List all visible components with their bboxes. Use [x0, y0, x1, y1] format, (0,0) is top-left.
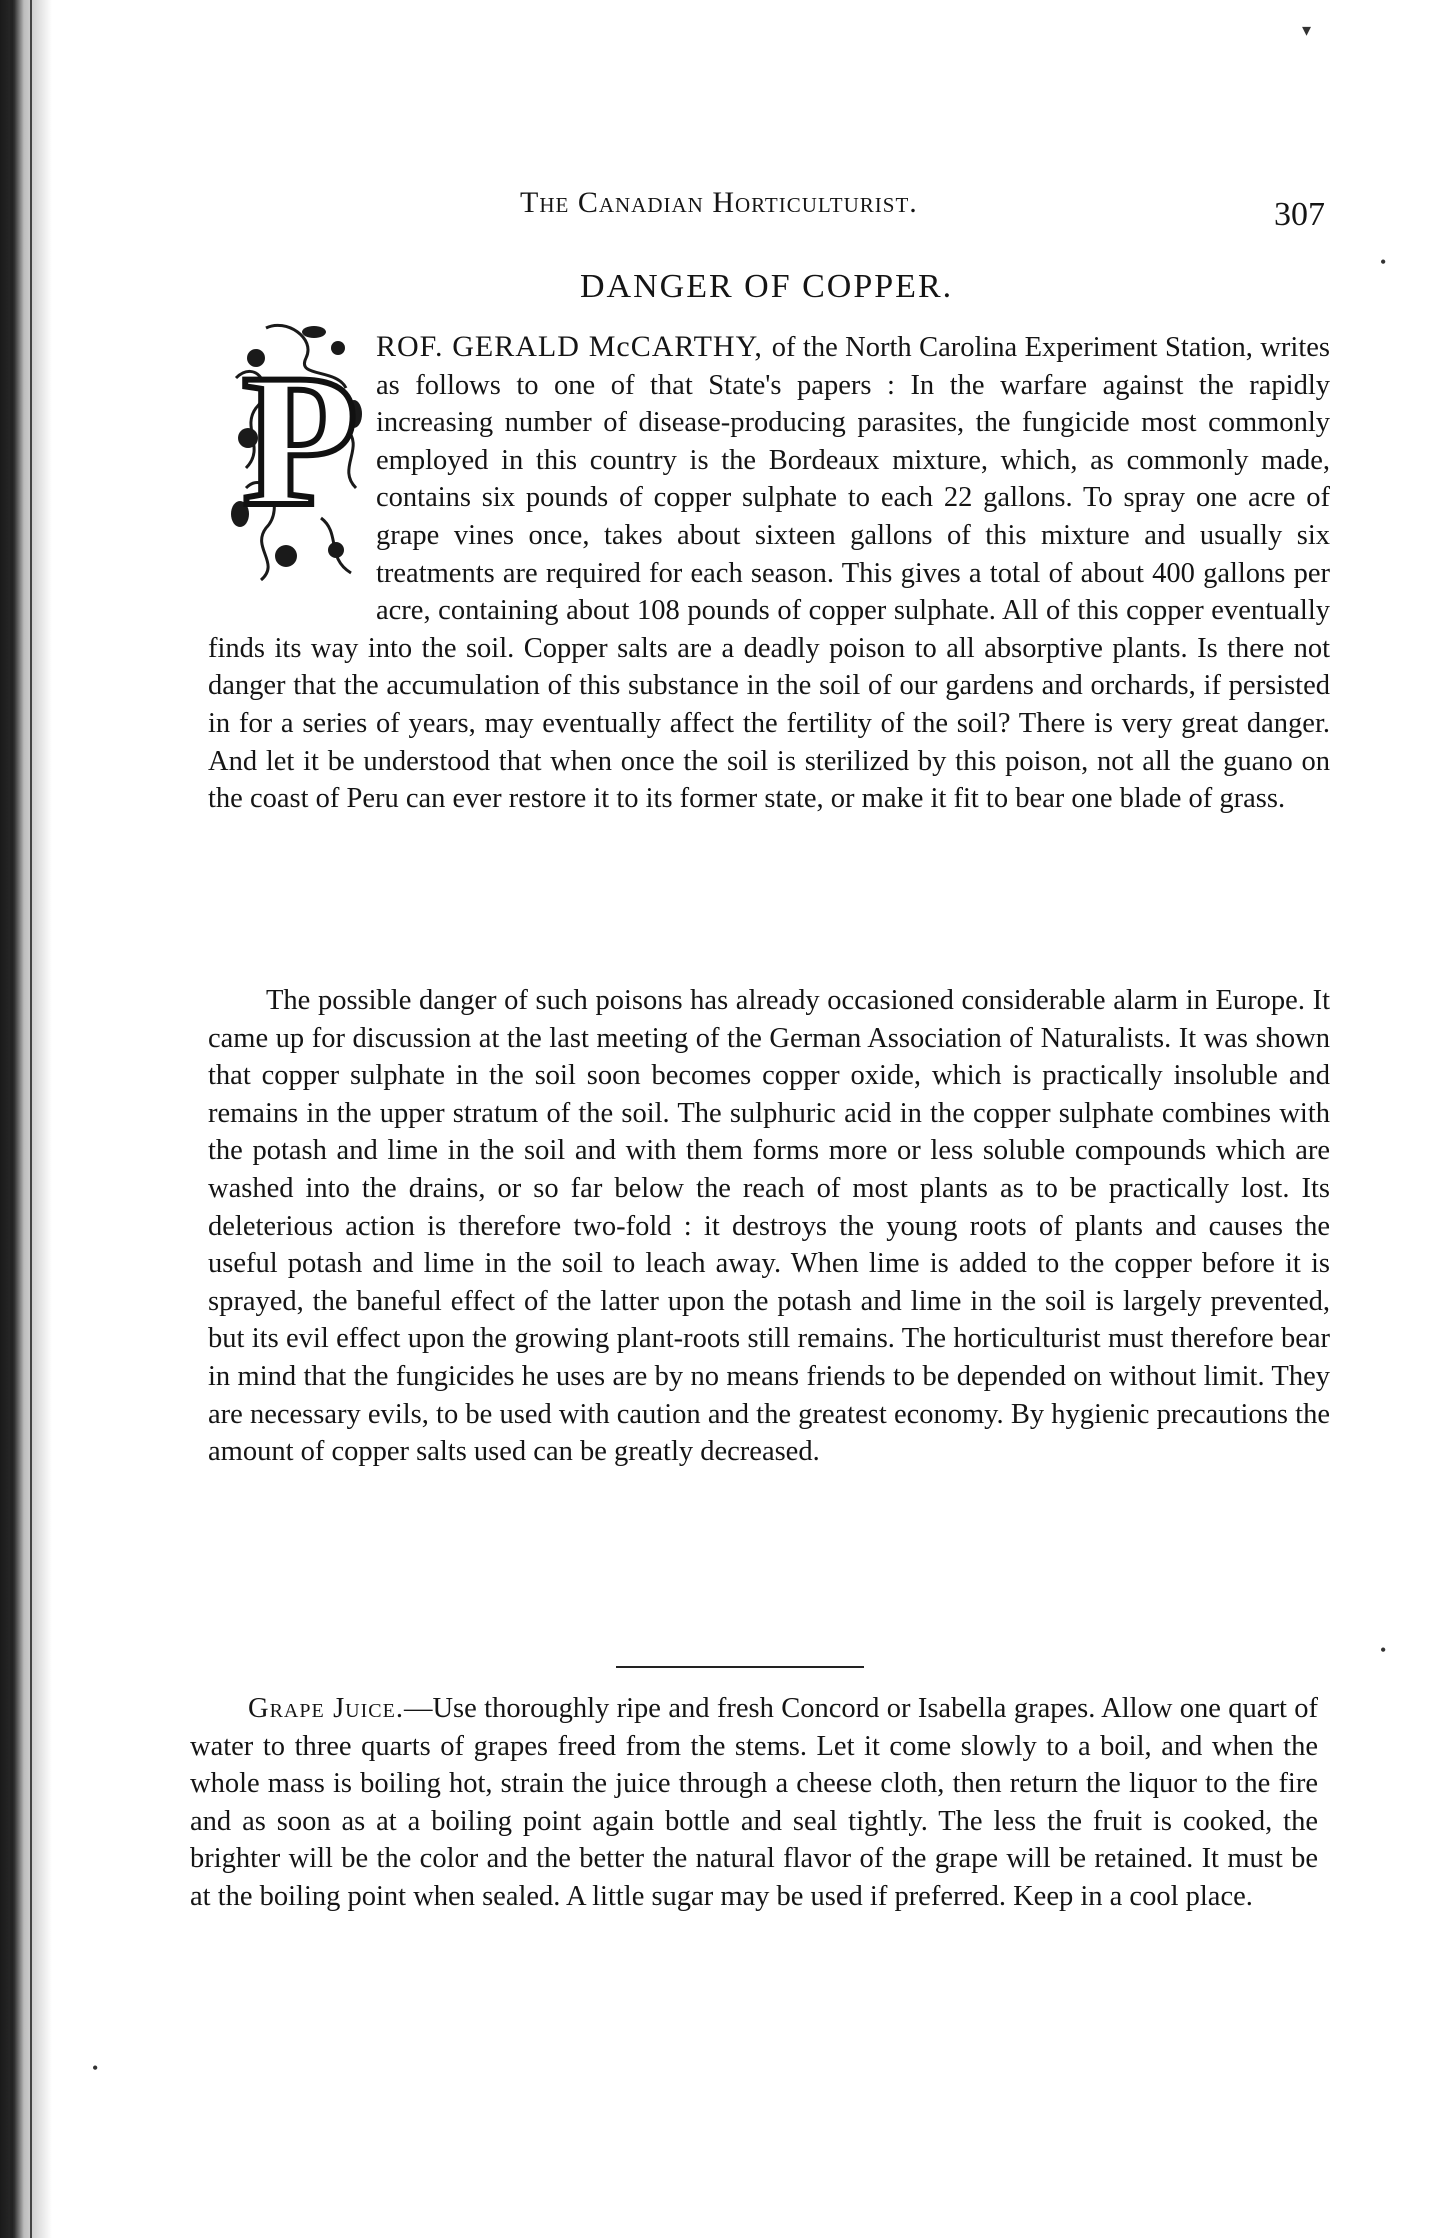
scan-speck: • [92, 2058, 99, 2078]
scan-speck: • [1380, 252, 1387, 272]
article-title: DANGER OF COPPER. [580, 268, 954, 305]
book-binding-edge [0, 0, 58, 2238]
grape-juice-text: —Use thoroughly ripe and fresh Concord or Isabella grapes. Allow one quart of water to three quarts of grapes freed from the stems. Let it come slowly to a boil, and when the whole mass is boiling hot, strain the juice through a cheese cloth, then return the liquor to the fire and as soon as at a boiling point again bottle and seal tightly. The less the fruit is cooked, the brighter will be the color and the better the natural flavor of the grape will be retained. It must be at the boiling point when sealed. A little sugar may be used if preferred. Keep in a cool place. [190, 1693, 1318, 1912]
section-divider [616, 1666, 864, 1668]
drop-cap-letter: P [241, 336, 359, 546]
scan-speck: ▾ [1302, 20, 1312, 40]
running-header-title: The Canadian Horticulturist. [520, 186, 918, 219]
page-number: 307 [1274, 196, 1325, 233]
article-paragraph-2: The possible danger of such poisons has already occasioned considerable alarm in Europe. It came up for discussion at the last meeting of the German Association of Naturalists. It was shown that copper sulphate in the soil soon becomes copper oxide, which is practically insoluble and remains in the upper stratum of the soil. The sulphuric acid in the copper sulphate combines with the potash and lime in the soil and with them forms more or less soluble compounds which are washed into the drains, or so far below the reach of most plants as to be practically lost. Its deleterious action is therefore two-fold : it destroys the young roots of plants and causes the useful potash and lime in the soil to leach away. When lime is added to the copper before it is sprayed, the baneful effect of the latter upon the potash and lime in the soil is largely prevented, but its evil effect upon the growing plant-roots still remains. The horticulturist must therefore bear in mind that the fungicides he uses are by no means friends to be depended on without limit. They are necessary evils, to be used with caution and the greatest economy. By hygienic precautions the amount of copper salts used can be greatly decreased. [208, 985, 1330, 1468]
article-lead-name: ROF. GERALD McCARTHY, [376, 330, 772, 363]
scan-speck: • [1380, 1640, 1387, 1660]
binding-shadow-line [10, 0, 13, 2238]
grape-juice-heading: Grape Juice. [248, 1693, 404, 1724]
drop-cap-space [208, 328, 376, 628]
article-paragraph-1 [208, 328, 1330, 818]
article-paragraph-1-text: of the North Carolina Experiment Station, writes as follows to one of that State's papers : In the warfare against the rapidly increasing number of disease-producing parasites, the fungicide most commonly employed in this country is the Bordeaux mixture, which, as commonly made, contains six pounds of copper sulphate to each 22 gallons. To spray one acre of grape vines once, takes about sixteen gallons of this mixture and usually six treatments are required for each season. This gives a total of about 400 gallons per acre, containing about 108 pounds of copper sulphate. All of this copper eventually finds its way into the soil. Copper salts are a deadly poison to all absorptive plants. Is there not danger that the accumulation of this substance in the soil of our gardens and orchards, if persisted in for a series of years, may eventually affect the fertility of the soil? There is very great danger. And let it be understood that when once the soil is sterilized by this poison, not all the guano on the coast of Peru can ever restore it to its former state, or make it fit to bear one blade of grass. [208, 332, 1331, 815]
grape-juice-note [190, 1690, 1318, 1916]
binding-shadow-line [30, 0, 32, 2238]
